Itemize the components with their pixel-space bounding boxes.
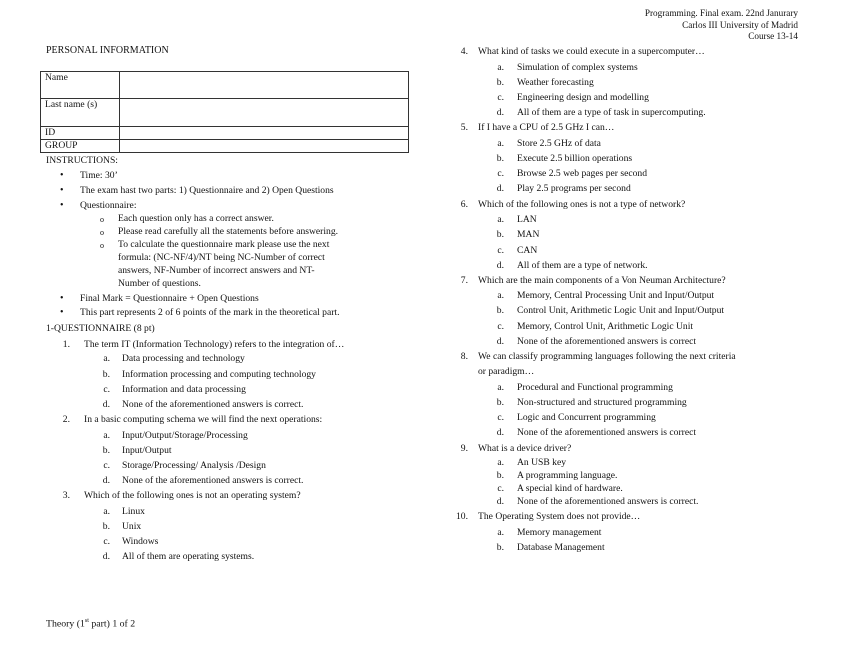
question-text: What kind of tasks we could execute in a supercomputer… <box>478 46 705 57</box>
option-text[interactable]: Browse 2.5 web pages per second <box>517 168 648 179</box>
instruction-sub-bullet: o Please read carefully all the statements before answering. <box>118 225 338 238</box>
option-letter: a. <box>497 62 504 73</box>
field-input-last-name[interactable] <box>120 99 409 127</box>
personal-info-title: PERSONAL INFORMATION <box>46 45 169 56</box>
question-number: 7. <box>460 275 468 286</box>
header-line-1: Programming. Final exam. 22nd Janurary <box>644 8 798 18</box>
option-text[interactable]: Simulation of complex systems <box>517 62 638 73</box>
option-text[interactable]: Input/Output <box>122 445 172 456</box>
option-text[interactable]: All of them are a type of network. <box>517 260 648 271</box>
option-letter: b. <box>102 445 110 456</box>
option-text[interactable]: Execute 2.5 billion operations <box>517 153 633 164</box>
question-number: 8. <box>460 351 468 362</box>
option-letter: c. <box>103 460 110 471</box>
option-text[interactable]: Memory, Central Processing Unit and Input/Output <box>517 290 715 301</box>
option-letter: b. <box>102 369 110 380</box>
questionnaire-title: 1-QUESTIONNAIRE (8 pt) <box>46 323 155 334</box>
footer-prefix: Theory (1 <box>46 618 85 630</box>
option-letter: a. <box>497 527 504 538</box>
option-text[interactable]: Non-structured and structured programming <box>517 397 687 408</box>
instruction-sub-text: Number of questions. <box>118 278 201 289</box>
question-number: 5. <box>460 122 468 133</box>
option-letter: a. <box>497 382 504 393</box>
option-text[interactable]: All of them are operating systems. <box>122 551 255 562</box>
question-number: 9. <box>460 443 468 454</box>
option-letter: a. <box>497 290 504 301</box>
question-number: 6. <box>460 199 468 210</box>
option-text[interactable]: Engineering design and modelling <box>517 92 649 103</box>
option-text[interactable]: Linux <box>122 506 145 517</box>
option-letter: c. <box>103 384 110 395</box>
option-letter: b. <box>496 153 504 164</box>
question-text: Which of the following ones is not a type of network? <box>478 199 686 210</box>
option-text[interactable]: Windows <box>122 536 159 547</box>
option-text[interactable]: None of the aforementioned answers is correct <box>517 427 697 438</box>
option-text[interactable]: Memory management <box>517 527 602 538</box>
option-text[interactable]: Unix <box>122 521 142 532</box>
instruction-sub-bullet: o Each question only has a correct answer. <box>118 212 274 225</box>
option-letter: b. <box>496 470 504 481</box>
exam-header <box>645 8 798 43</box>
instruction-sub-text: answers, NF-Number of incorrect answers and NT- <box>118 265 315 276</box>
option-text[interactable]: Storage/Processing/ Analysis /Design <box>122 460 266 471</box>
option-text[interactable]: None of the aforementioned answers is correct. <box>122 399 304 410</box>
option-letter: a. <box>497 457 504 468</box>
instructions-title: INSTRUCTIONS: <box>46 155 118 166</box>
page-footer <box>46 618 135 629</box>
option-text[interactable]: Information processing and computing technology <box>122 369 316 380</box>
question-number: 2. <box>62 414 70 425</box>
option-text[interactable]: None of the aforementioned answers is correct <box>517 336 697 347</box>
option-letter: d. <box>496 260 504 271</box>
question-text: In a basic computing schema we will find the next operations: <box>84 414 323 425</box>
option-letter: c. <box>497 321 504 332</box>
option-text[interactable]: A special kind of hardware. <box>517 483 623 494</box>
option-letter: d. <box>102 551 110 562</box>
field-label-name: Name <box>41 72 120 99</box>
field-input-group[interactable] <box>120 140 409 153</box>
option-text[interactable]: Play 2.5 programs per second <box>517 183 631 194</box>
option-text[interactable]: A programming language. <box>517 470 618 481</box>
option-letter: b. <box>496 542 504 553</box>
instruction-sub-bullet: o To calculate the questionnaire mark please use the next <box>118 238 329 251</box>
instruction-bullet: • Final Mark = Questionnaire + Open Questions <box>80 292 259 305</box>
instruction-sub-text: formula: (NC-NF/4)/NT being NC-Number of correct <box>118 252 325 263</box>
option-text[interactable]: None of the aforementioned answers is correct. <box>122 475 304 486</box>
option-text[interactable]: Weather forecasting <box>517 77 594 88</box>
question-text: The term IT (Information Technology) refers to the integration of… <box>84 339 345 350</box>
option-text[interactable]: Information and data processing <box>122 384 246 395</box>
option-text[interactable]: An USB key <box>517 457 567 468</box>
footer-suffix: part) 1 of 2 <box>88 618 136 630</box>
field-input-name[interactable] <box>120 72 409 99</box>
field-input-id[interactable] <box>120 127 409 140</box>
option-text[interactable]: All of them are a type of task in supercomputing. <box>517 107 706 118</box>
instruction-bullet: • Time: 30’ <box>80 169 118 182</box>
header-line-2: Carlos III University of Madrid <box>682 19 798 30</box>
option-text[interactable]: Control Unit, Arithmetic Logic Unit and Input/Output <box>517 305 725 316</box>
personal-info-table <box>40 71 409 153</box>
option-text[interactable]: LAN <box>517 214 537 225</box>
question-number: 4. <box>460 46 468 57</box>
option-letter: d. <box>102 475 110 486</box>
option-letter: a. <box>103 353 110 364</box>
option-letter: a. <box>497 214 504 225</box>
question-text: We can classify programming languages following the next criteria <box>478 351 736 362</box>
instruction-bullet: • The exam hast two parts: 1) Questionnaire and 2) Open Questions <box>80 184 334 197</box>
instruction-bullet: • This part represents 2 of 6 points of the mark in the theoretical part. <box>80 306 340 319</box>
question-number: 10. <box>456 511 468 522</box>
option-letter: a. <box>497 138 504 149</box>
option-letter: b. <box>496 305 504 316</box>
option-text[interactable]: Database Management <box>517 542 605 553</box>
question-text: If I have a CPU of 2.5 GHz I can… <box>478 122 615 133</box>
option-text[interactable]: CAN <box>517 245 538 256</box>
question-text: What is a device driver? <box>478 443 572 454</box>
question-number: 3. <box>62 490 70 501</box>
option-letter: c. <box>497 412 504 423</box>
question-text: The Operating System does not provide… <box>478 511 641 522</box>
option-text[interactable]: Procedural and Functional programming <box>517 382 673 393</box>
option-letter: b. <box>496 77 504 88</box>
option-letter: a. <box>103 430 110 441</box>
option-letter: c. <box>497 483 504 494</box>
instruction-bullet: • Questionnaire: <box>80 199 136 212</box>
option-letter: d. <box>496 183 504 194</box>
field-label-id: ID <box>41 127 120 140</box>
option-text[interactable]: Memory, Control Unit, Arithmetic Logic Unit <box>517 321 694 332</box>
option-text[interactable]: Data processing and technology <box>122 353 245 364</box>
option-text[interactable]: Store 2.5 GHz of data <box>517 138 601 149</box>
field-label-last-name: Last name (s) <box>41 99 120 127</box>
header-line-3: Course 13-14 <box>748 31 798 41</box>
option-letter: b. <box>496 229 504 240</box>
option-letter: b. <box>496 397 504 408</box>
option-letter: c. <box>497 245 504 256</box>
option-letter: d. <box>496 107 504 118</box>
field-label-group: GROUP <box>41 140 120 153</box>
option-text[interactable]: MAN <box>517 229 540 240</box>
question-number: 1. <box>62 339 70 350</box>
option-letter: d. <box>102 399 110 410</box>
option-text[interactable]: Input/Output/Storage/Processing <box>122 430 248 441</box>
option-letter: d. <box>496 336 504 347</box>
option-letter: c. <box>103 536 110 547</box>
option-text[interactable]: Logic and Concurrent programming <box>517 412 656 423</box>
option-letter: a. <box>103 506 110 517</box>
question-text: Which are the main components of a Von Neuman Architecture? <box>478 275 726 286</box>
option-letter: c. <box>497 92 504 103</box>
option-letter: c. <box>497 168 504 179</box>
question-text: Which of the following ones is not an operating system? <box>84 490 301 501</box>
question-text-continued: or paradigm… <box>478 366 535 377</box>
option-letter: b. <box>102 521 110 532</box>
option-text[interactable]: None of the aforementioned answers is correct. <box>517 496 699 507</box>
footer-superscript: st <box>84 618 89 624</box>
option-letter: d. <box>496 427 504 438</box>
option-letter: d. <box>496 496 504 507</box>
